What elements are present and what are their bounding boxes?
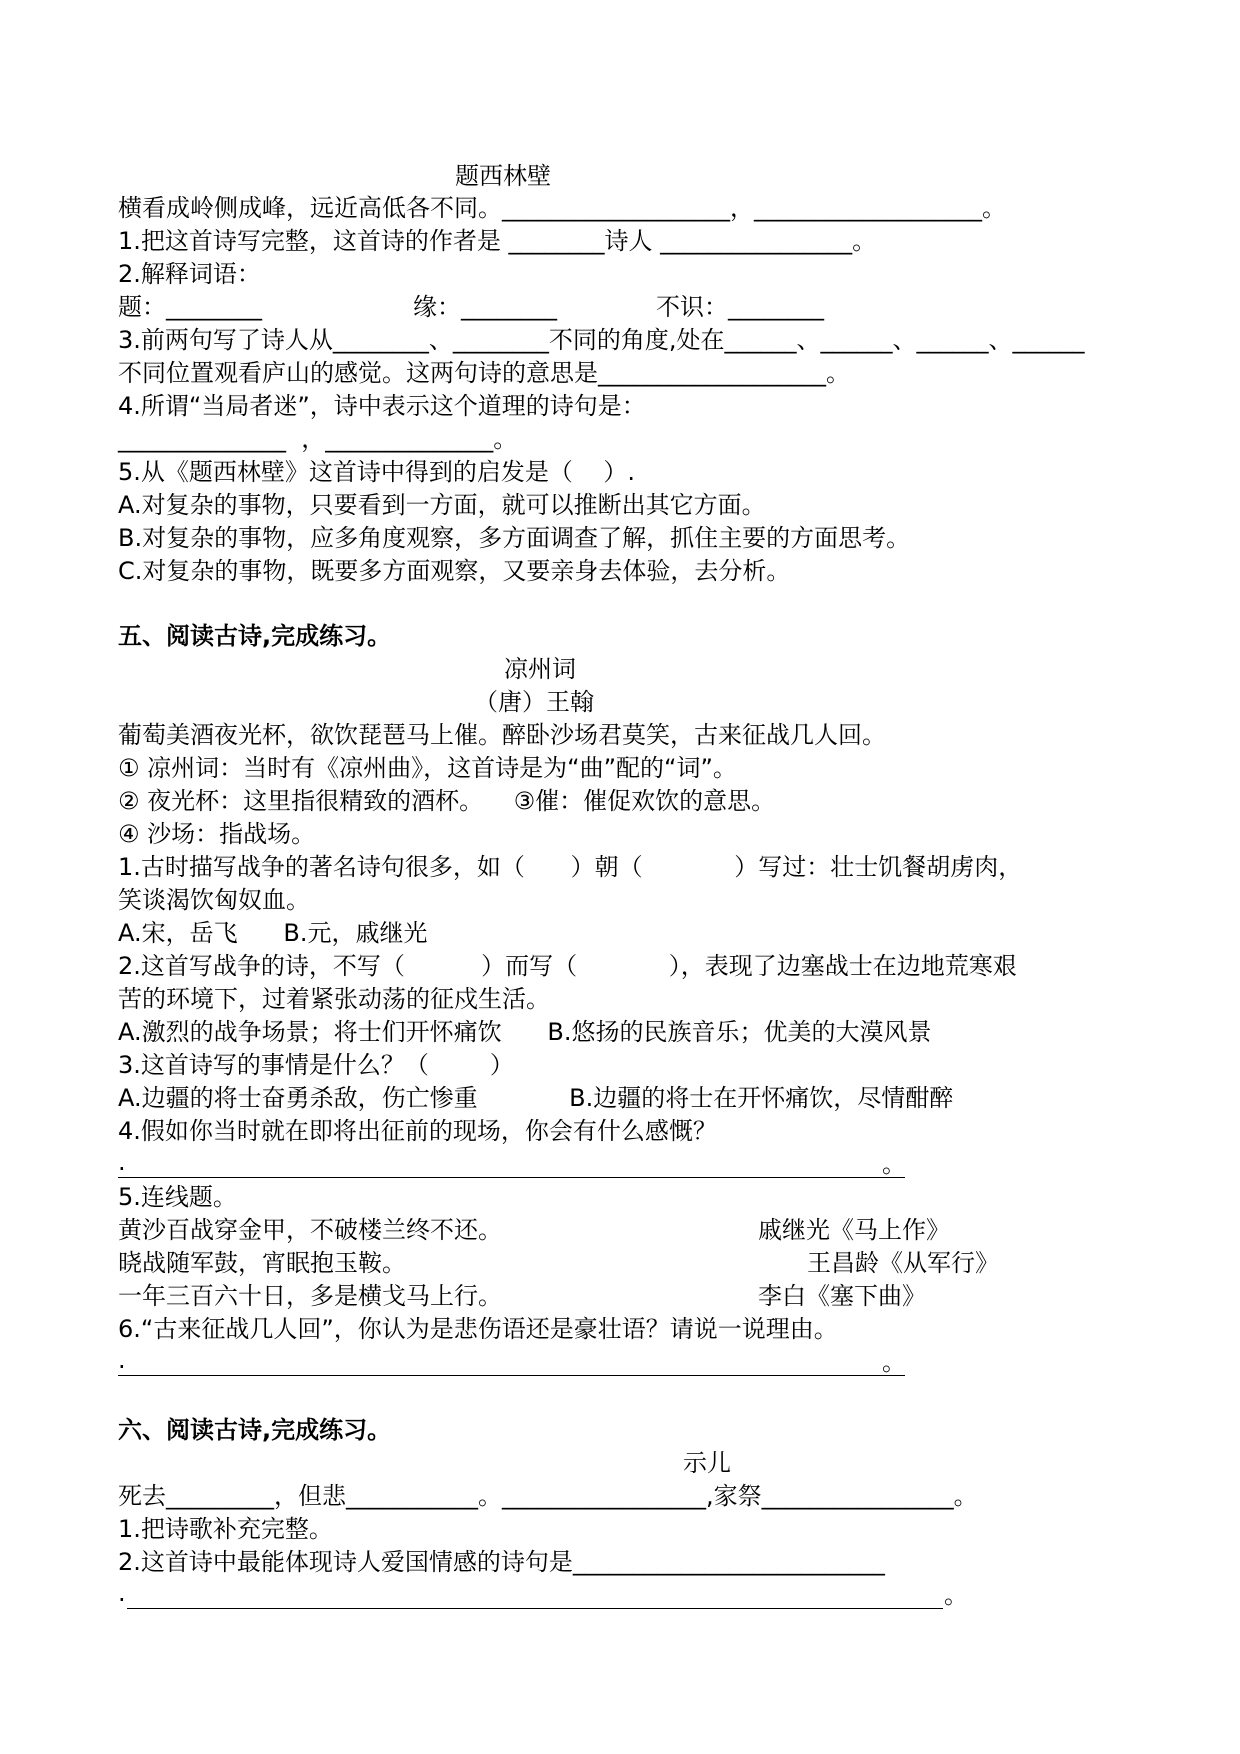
poem-title-shier: 示儿	[683, 1449, 731, 1477]
question-2-options: A.激烈的战争场景；将士们开怀痛饮 B.悠扬的民族音乐；优美的大漠风景	[118, 1018, 932, 1046]
question-4-blanks: ______________ ，______________。	[118, 425, 518, 453]
answer-line-dot: .	[118, 1148, 126, 1176]
word-ti: 题：________	[118, 293, 262, 321]
poem-line-xilinbi: 横看成岭侧成峰，远近高低各不同。___________________，___________________。	[118, 194, 1006, 222]
question-3-line-1: 3.前两句写了诗人从________、________不同的角度,处在______、______、______、______	[118, 326, 1085, 354]
option-b: B.对复杂的事物，应多角度观察，多方面调查了解，抓住主要的方面思考。	[118, 524, 911, 552]
poem-line-liangzhouci: 葡萄美酒夜光杯，欲饮琵琶马上催。醉卧沙场君莫笑，古来征战几人回。	[118, 721, 886, 749]
note-3: ④ 沙场：指战场。	[118, 820, 316, 848]
question-3-options: A.边疆的将士奋勇杀敌，伤亡惨重 B.边疆的将士在开怀痛饮，尽情酣醉	[118, 1084, 954, 1112]
option-c: C.对复杂的事物，既要多方面观察，又要亲身去体验，去分析。	[118, 557, 791, 585]
answer-line	[118, 1375, 905, 1376]
question-1-line-2: 笑谈渴饮匈奴血。	[118, 886, 310, 914]
answer-line-dot: .	[118, 1346, 126, 1374]
option-a: A.对复杂的事物，只要看到一方面，就可以推断出其它方面。	[118, 491, 766, 519]
poem-author: （唐）王翰	[474, 688, 594, 716]
question-1: 1.把诗歌补充完整。	[118, 1515, 333, 1543]
match-left-2: 晓战随军鼓，宵眠抱玉鞍。	[118, 1249, 406, 1277]
question-3: 3.这首诗写的事情是什么？（ ）	[118, 1051, 514, 1079]
question-1-line-1: 1.古时描写战争的著名诗句很多，如（ ）朝（ ）写过：壮士饥餐胡虏肉，	[118, 853, 1023, 881]
answer-line	[118, 1177, 905, 1178]
poem-title-xilinbi: 题西林壁	[455, 162, 551, 190]
match-left-3: 一年三百六十日，多是横戈马上行。	[118, 1282, 502, 1310]
question-2: 2.解释词语：	[118, 260, 261, 288]
note-2: ② 夜光杯：这里指很精致的酒杯。 ③催：催促欢饮的意思。	[118, 787, 776, 815]
question-5: 5.从《题西林壁》这首诗中得到的启发是（ ）.	[118, 458, 636, 486]
answer-line-end: 。	[944, 1581, 968, 1609]
question-2-line-1: 2.这首写战争的诗，不写（ ）而写（ ），表现了边塞战士在边地荒寒艰	[118, 952, 1017, 980]
poem-title-liangzhouci: 凉州词	[504, 655, 576, 683]
poem-line-shier: 死去_________，但悲___________。_________________,家祭________________。	[118, 1482, 978, 1510]
question-5: 5.连线题。	[118, 1183, 237, 1211]
section-heading-5: 五、阅读古诗,完成练习。	[118, 622, 392, 650]
word-bushi: 不识：________	[656, 293, 824, 321]
answer-line-end: 。	[882, 1348, 906, 1376]
question-4: 4.假如你当时就在即将出征前的现场，你会有什么感慨？	[118, 1117, 717, 1145]
question-2-line-2: 苦的环境下，过着紧张动荡的征戍生活。	[118, 985, 550, 1013]
question-6: 6.“古来征战几人回”，你认为是悲伤语还是豪壮语？请说一说理由。	[118, 1315, 838, 1343]
answer-line	[127, 1608, 943, 1609]
question-4: 4.所谓“当局者迷”，诗中表示这个道理的诗句是：	[118, 392, 646, 420]
note-1: ① 凉州词：当时有《凉州曲》，这首诗是为“曲”配的“词”。	[118, 754, 737, 782]
match-left-1: 黄沙百战穿金甲，不破楼兰终不还。	[118, 1216, 502, 1244]
match-right-2: 王昌龄《从军行》	[807, 1249, 999, 1277]
answer-line-end: 。	[882, 1150, 906, 1178]
answer-line-dot: .	[118, 1579, 126, 1607]
match-right-1: 戚继光《马上作》	[758, 1216, 950, 1244]
section-heading-6: 六、阅读古诗,完成练习。	[118, 1416, 392, 1444]
question-1: 1.把这首诗写完整，这首诗的作者是 ________诗人 ________________。	[118, 227, 877, 255]
match-right-3: 李白《塞下曲》	[758, 1282, 926, 1310]
word-yuan: 缘：________	[413, 293, 557, 321]
question-2: 2.这首诗中最能体现诗人爱国情感的诗句是__________________________	[118, 1548, 885, 1576]
question-3-line-2: 不同位置观看庐山的感觉。这两句诗的意思是___________________。	[118, 359, 850, 387]
question-1-options: A.宋，岳飞 B.元，戚继光	[118, 919, 428, 947]
